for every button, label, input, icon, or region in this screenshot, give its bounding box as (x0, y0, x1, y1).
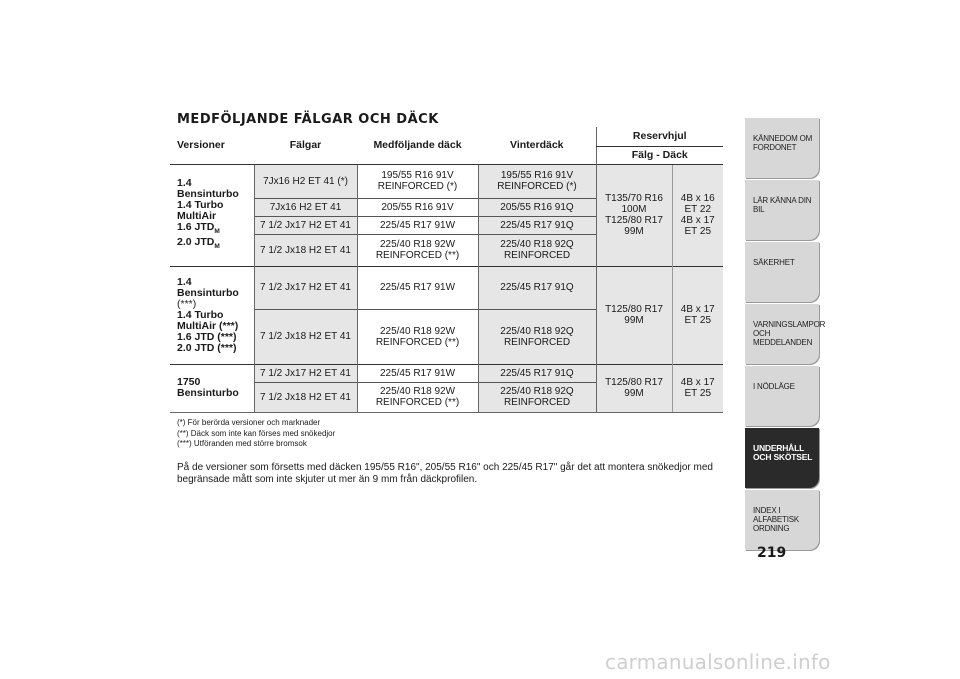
version-line: 1.6 $JTD_M$ (177, 220, 220, 235)
spare-tire-cell: T125/80 R17 99M (596, 364, 672, 412)
winter-cell: 205/55 R16 91Q (478, 198, 596, 216)
version-line: 2.0 JTD (***) (177, 341, 237, 354)
rim-cell: 7Jx16 H2 ET 41 (254, 198, 357, 216)
winter-cell: 225/40 R18 92Q REINFORCED (478, 234, 596, 266)
header-versions: Versioner (170, 127, 254, 164)
winter-cell: 225/45 R17 91Q (478, 364, 596, 382)
version-line: 1.4 (177, 176, 192, 189)
version-line: MultiAir (***) (177, 319, 239, 332)
footnote: (*) För berörda versioner och marknader (177, 418, 321, 427)
winter-cell: 225/45 R17 91Q (478, 216, 596, 234)
rim-cell: 7 1/2 Jx18 H2 ET 41 (254, 234, 357, 266)
footnote: (***) Utföranden med större bromsok (177, 439, 307, 448)
rim-cell: 7Jx16 H2 ET 41 (*) (254, 164, 357, 198)
tires-table-wrapper (170, 127, 723, 413)
version-line: 1.4 (177, 275, 192, 288)
tire-cell: 195/55 R16 91V REINFORCED (*) (357, 164, 478, 198)
tab-i-nodlage[interactable]: I NÖDLÄGE (745, 366, 819, 426)
snow-chain-note: På de versioner som försetts med däcken 195/55 R16", 205/55 R16" och 225/45 R17" går det att montera snökedjor med begränsade mått som inte skjuter ut mer än 9 mm från däckprofilen. (177, 462, 713, 485)
spare-tire-cell: T135/70 R16 100M T125/80 R17 99M (596, 164, 672, 266)
version-line: MultiAir (177, 209, 217, 222)
tab-index[interactable]: INDEX I ALFABETISK ORDNING (745, 490, 819, 550)
spare-rim-cell: 4B x 16 ET 22 4B x 17 ET 25 (672, 164, 723, 266)
version-line: 1.4 Turbo (177, 308, 224, 321)
version-line: 1.4 Turbo (177, 198, 224, 211)
header-spare-sub: Fälg - Däck (596, 146, 723, 164)
winter-cell: 225/40 R18 92Q REINFORCED (478, 382, 596, 412)
rim-cell: 7 1/2 Jx17 H2 ET 41 (254, 216, 357, 234)
version-line: Bensinturbo (177, 286, 239, 299)
tab-kannedom[interactable]: KÄNNEDOM OM FORDONET (745, 118, 819, 178)
tab-lar-kanna[interactable]: LÄR KÄNNA DIN BIL (745, 180, 819, 240)
chapter-sidebar (745, 118, 826, 552)
version-line: 1.6 JTD (***) (177, 330, 237, 343)
tire-cell: 225/45 R17 91W (357, 364, 478, 382)
version-line: 1750 (177, 376, 201, 388)
header-winter: Vinterdäck (478, 127, 596, 164)
page-number: 219 (757, 545, 787, 561)
winter-cell: 225/45 R17 91Q (478, 266, 596, 309)
watermark: carmanualsonline.info (605, 650, 831, 674)
tire-cell: 225/40 R18 92W REINFORCED (**) (357, 309, 478, 364)
page-title: MEDFÖLJANDE FÄLGAR OCH DÄCK (177, 112, 439, 127)
tire-cell: 225/45 R17 91W (357, 266, 478, 309)
group3-versions (170, 364, 254, 412)
header-tires: Medföljande däck (357, 127, 478, 164)
tire-cell: 225/40 R18 92W REINFORCED (**) (357, 234, 478, 266)
spare-rim-cell: 4B x 17 ET 25 (672, 266, 723, 364)
tires-table (170, 127, 723, 413)
footnotes (177, 418, 335, 450)
version-line: Bensinturbo (177, 387, 239, 399)
spare-tire-cell: T125/80 R17 99M (596, 266, 672, 364)
tire-cell: 225/45 R17 91W (357, 216, 478, 234)
rim-cell: 7 1/2 Jx17 H2 ET 41 (254, 364, 357, 382)
version-line: (***) (177, 297, 197, 310)
header-spare: Reservhjul (596, 127, 723, 146)
tab-underhall[interactable]: UNDERHÅLL OCH SKÖTSEL (745, 428, 819, 488)
header-rims: Fälgar (254, 127, 357, 164)
rim-cell: 7 1/2 Jx18 H2 ET 41 (254, 382, 357, 412)
winter-cell: 195/55 R16 91V REINFORCED (*) (478, 164, 596, 198)
group2-versions (170, 266, 254, 364)
winter-cell: 225/40 R18 92Q REINFORCED (478, 309, 596, 364)
version-line: 2.0 $JTD_M$ (177, 236, 220, 251)
rim-cell: 7 1/2 Jx18 H2 ET 41 (254, 309, 357, 364)
version-line: Bensinturbo (177, 187, 239, 200)
tab-sakerhet[interactable]: SÄKERHET (745, 242, 819, 302)
footnote: (**) Däck som inte kan förses med snökedjor (177, 428, 336, 438)
tire-cell: 205/55 R16 91V (357, 198, 478, 216)
group1-versions (170, 164, 254, 266)
rim-cell: 7 1/2 Jx17 H2 ET 41 (254, 266, 357, 309)
tab-varningslampor[interactable]: VARNINGSLAMPOR OCH MEDDELANDEN (745, 304, 819, 364)
spare-rim-cell: 4B x 17 ET 25 (672, 364, 723, 412)
tire-cell: 225/40 R18 92W REINFORCED (**) (357, 382, 478, 412)
